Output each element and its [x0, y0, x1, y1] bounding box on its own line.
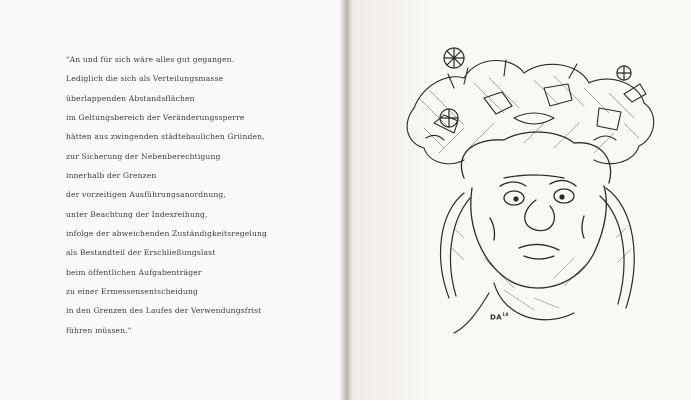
signature-initials: DA [490, 313, 503, 322]
poem-line: infolge der abweichenden Zuständigkeitsregelung [66, 229, 268, 239]
poem-line: der vorzeitigen Ausführungsanordnung, [66, 190, 226, 200]
poem-line: in den Grenzen des Laufes der Verwendungsfrist [66, 306, 262, 316]
poem-line: innerhalb der Grenzen [66, 171, 157, 181]
bureaucrat-caricature-illustration [394, 28, 680, 348]
poem-line: im Geltungsbereich der Veränderungssperre [66, 113, 245, 123]
book-gutter [340, 0, 352, 400]
artist-signature [490, 312, 509, 321]
poem-line: führen müssen." [66, 325, 132, 335]
poem-line: als Bestandteil der Erschließungslast [66, 248, 216, 258]
poem-line: zu einer Ermessensentscheidung [66, 287, 199, 297]
poem-line: Lediglich die sich als Verteilungsmasse [66, 74, 224, 84]
poem-line: "An und für sich wäre alles gut gegangen. [66, 55, 235, 64]
cart-wheel-icon [440, 48, 631, 127]
poem-line: überlappenden Abstandsflächen [66, 93, 195, 103]
crosshatching [419, 76, 639, 153]
signature-year: 18 [502, 312, 509, 317]
tentacle-arms [441, 188, 635, 333]
poem-line: zur Sicherung der Nebenberechtigung [66, 151, 221, 161]
poem-line: hätten aus zwingenden städtebaulichen Gründen, [66, 132, 265, 142]
poem-line: beim öffentlichen Aufgabenträger [66, 267, 202, 277]
bureaucrat-head [461, 132, 610, 288]
body-hatching [452, 228, 630, 310]
poem-text [66, 50, 336, 340]
poem-line: unter Beachtung der Indexreihung, [66, 209, 208, 219]
